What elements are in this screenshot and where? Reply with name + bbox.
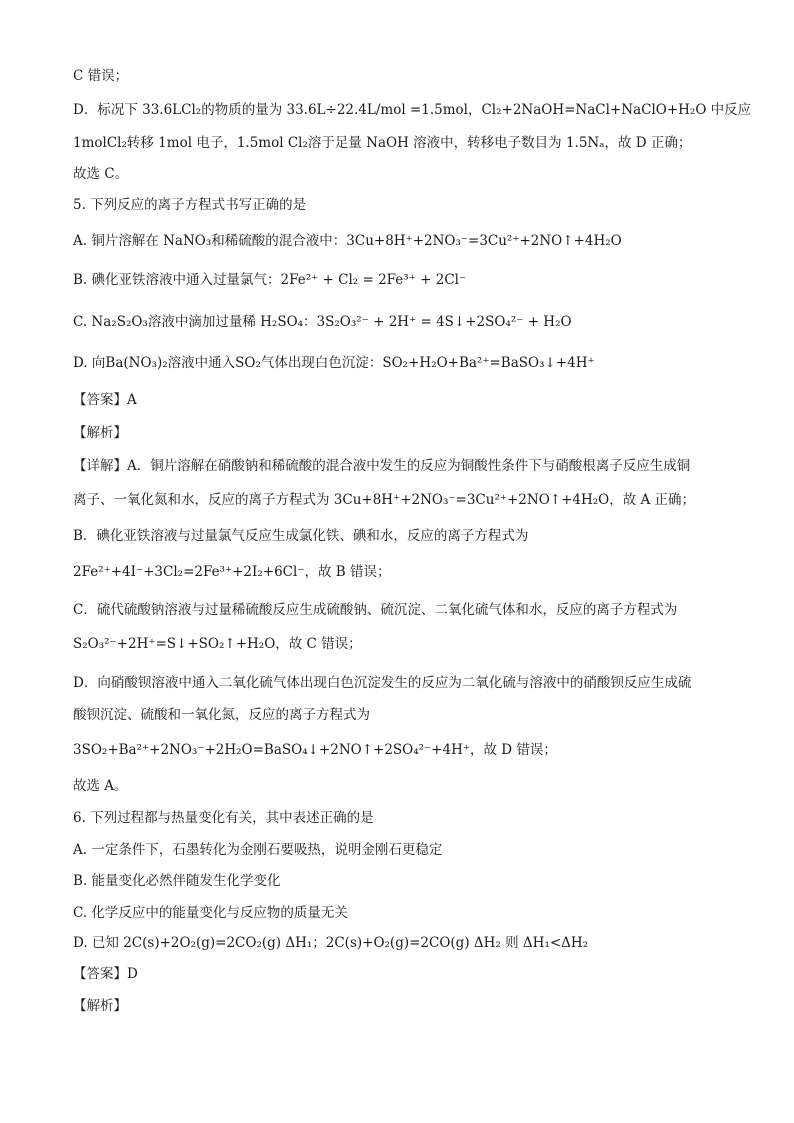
- option-b: B. 碘化亚铁溶液中通入过量氯气：2Fe²⁺ + Cl₂ = 2Fe³⁺ + 2Cl⁻: [73, 272, 467, 288]
- answer-label: 【答案】D: [73, 966, 138, 982]
- text-line: B．碘化亚铁溶液与过量氯气反应生成氯化铁、碘和水，反应的离子方程式为: [73, 528, 529, 544]
- answer-label: 【答案】A: [73, 392, 137, 408]
- text-line: 【详解】A．铜片溶解在硝酸钠和稀硫酸的混合液中发生的反应为铜酸性条件下与硝酸根离子反应生成铜: [73, 458, 691, 474]
- equation-line: S₂O₃²⁻+2H⁺=S↓+SO₂↑+H₂O，故 C 错误；: [73, 636, 362, 652]
- option-d: D. 已知 2C(s)+2O₂(g)=2CO₂(g) ΔH₁；2C(s)+O₂(g)=2CO(g) ΔH₂ 则 ΔH₁<ΔH₂: [73, 935, 589, 951]
- text-line: 故选 C。: [73, 166, 129, 182]
- text-line: 故选 A。: [73, 778, 128, 794]
- option-c: C. 化学反应中的能量变化与反应物的质量无关: [73, 905, 348, 921]
- text-line: D．标况下 33.6LCl₂的物质的量为 33.6L÷22.4L/mol =1.5mol，Cl₂+2NaOH=NaCl+NaClO+H₂O 中反应: [73, 102, 752, 118]
- equation-line: 2Fe²⁺+4I⁻+3Cl₂=2Fe³⁺+2I₂+6Cl⁻，故 B 错误；: [73, 564, 391, 580]
- text-line: D．向硝酸钡溶液中通入二氧化硫气体出现白色沉淀发生的反应为二氧化硫与溶液中的硝酸钡反应生成硫: [73, 675, 692, 691]
- text-line: 酸钡沉淀、硫酸和一氧化氮，反应的离子方程式为: [73, 707, 370, 723]
- option-a: A. 一定条件下，石墨转化为金刚石要吸热，说明金刚石更稳定: [73, 842, 443, 858]
- option-b: B. 能量变化必然伴随发生化学变化: [73, 873, 281, 889]
- analysis-label: 【解析】: [73, 425, 127, 441]
- question-6: 6. 下列过程都与热量变化有关，其中表述正确的是: [73, 810, 374, 826]
- option-c: C. Na₂S₂O₃溶液中滴加过量稀 H₂SO₄：3S₂O₃²⁻ + 2H⁺ = 4S↓+2SO₄²⁻ + H₂O: [73, 314, 572, 330]
- text-line: 1molCl₂转移 1mol 电子，1.5mol Cl₂溶于足量 NaOH 溶液中，转移电子数目为 1.5Nₐ，故 D 正确；: [73, 135, 692, 151]
- text-line: C 错误；: [73, 68, 129, 84]
- text-line: C．硫代硫酸钠溶液与过量稀硫酸反应生成硫酸钠、硫沉淀、二氧化硫气体和水，反应的离子方程式为: [73, 602, 678, 618]
- analysis-label: 【解析】: [73, 998, 127, 1014]
- option-a: A. 铜片溶解在 NaNO₃和稀硫酸的混合液中：3Cu+8H⁺+2NO₃⁻=3Cu²⁺+2NO↑+4H₂O: [73, 233, 622, 249]
- question-5: 5. 下列反应的离子方程式书写正确的是: [73, 197, 307, 213]
- text-line: 离子、一氧化氮和水，反应的离子方程式为 3Cu+8H⁺+2NO₃⁻=3Cu²⁺+2NO↑+4H₂O，故 A 正确；: [73, 492, 696, 508]
- equation-line: 3SO₂+Ba²⁺+2NO₃⁻+2H₂O=BaSO₄↓+2NO↑+2SO₄²⁻+4H⁺，故 D 错误；: [73, 742, 557, 758]
- option-d: D. 向Ba(NO₃)₂溶液中通入SO₂气体出现白色沉淀：SO₂+H₂O+Ba²⁺=BaSO₃↓+4H⁺: [73, 355, 595, 371]
